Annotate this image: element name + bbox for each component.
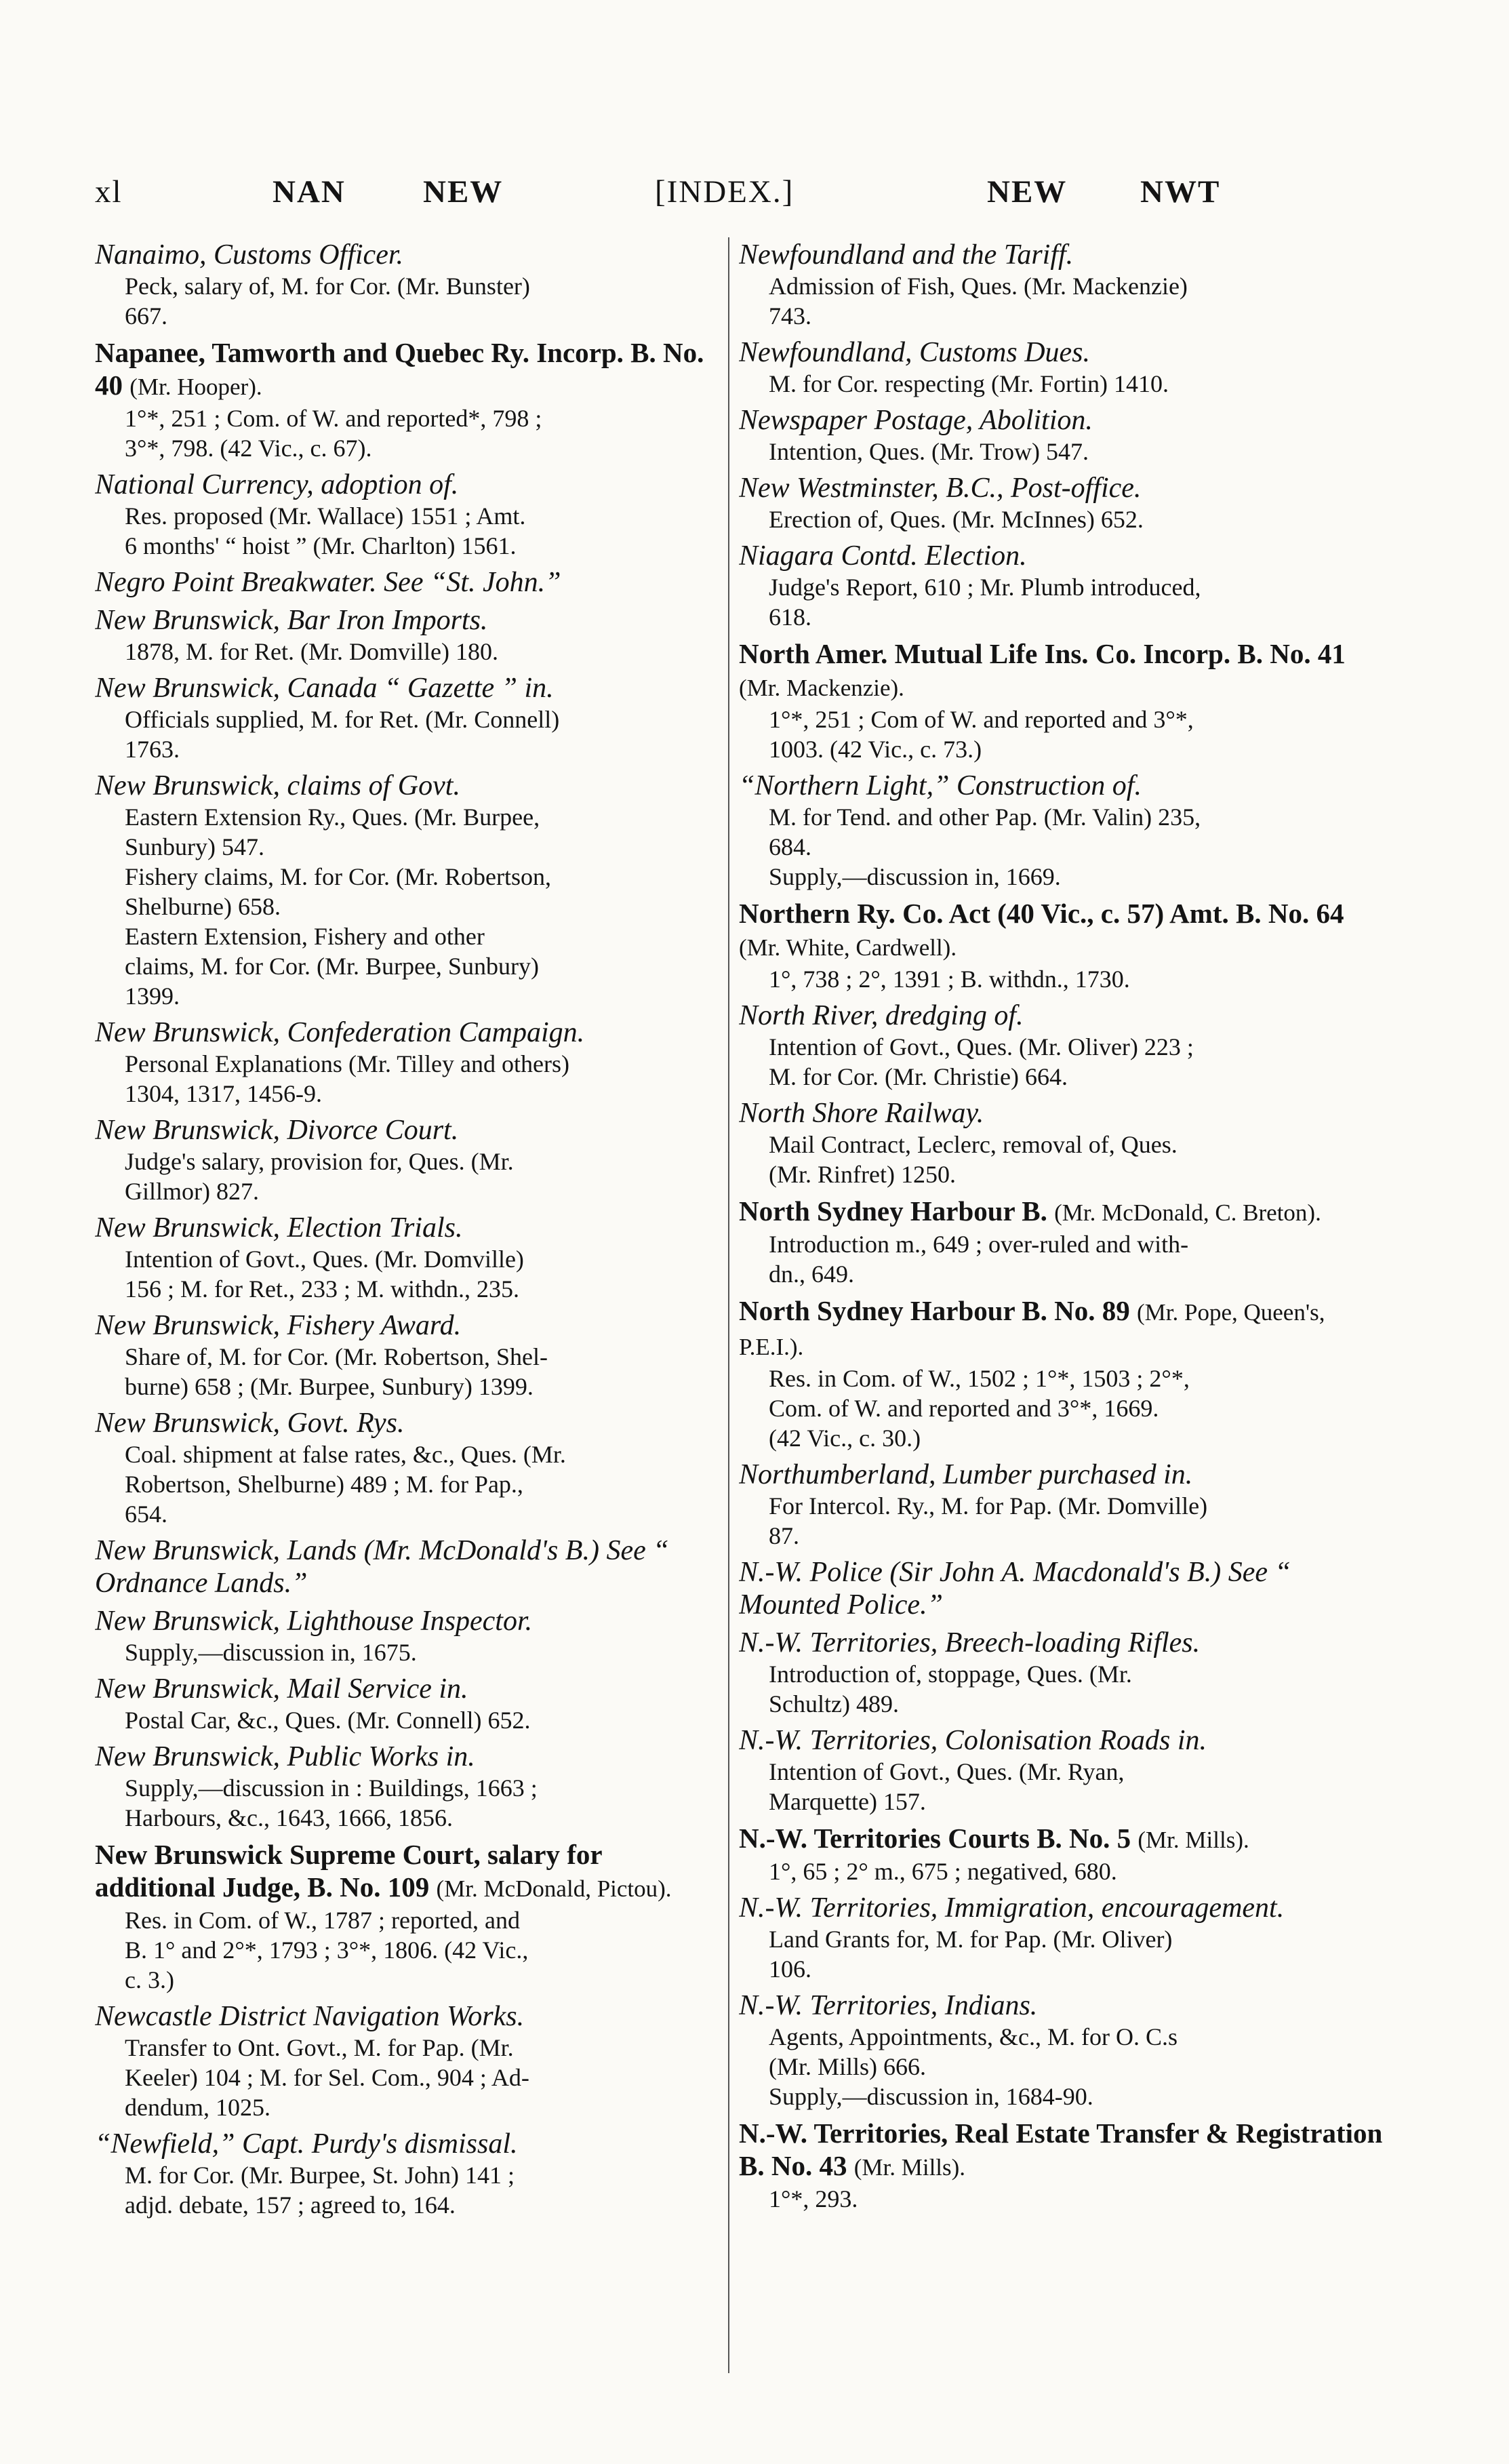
entry-reference-line: Keeler) 104 ; M. for Sel. Com., 904 ; Ad- (125, 2064, 529, 2091)
entry-sponsor: (Mr. White, Cardwell). (739, 934, 957, 961)
entry-heading (95, 672, 725, 704)
entry-reference-line: Introduction m., 649 ; over-ruled and with- (769, 1231, 1189, 1258)
entry-reference-line: 1°, 65 ; 2° m., 675 ; negatived, 680. (769, 1858, 1117, 1885)
entry-heading (739, 1097, 1390, 1130)
index-entry (95, 469, 725, 561)
entry-heading-text: Nanaimo, Customs Officer. (95, 239, 404, 271)
entry-reference-line: dn., 649. (769, 1260, 854, 1288)
entry-reference-line: Transfer to Ont. Govt., M. for Pap. (Mr. (125, 2034, 514, 2061)
column-divider (728, 237, 729, 2373)
entry-heading (95, 1605, 725, 1637)
index-entry (95, 1212, 725, 1304)
index-entry (739, 336, 1390, 399)
index-entry (95, 2128, 725, 2220)
entry-sponsor: (Mr. Hooper). (129, 374, 262, 400)
entry-heading-text: New Brunswick, Govt. Rys. (95, 1408, 405, 1439)
entry-heading (95, 1407, 725, 1439)
entry-heading-text: N.-W. Territories, Immigration, encouragement. (739, 1892, 1285, 1924)
entry-heading (95, 604, 725, 637)
entry-reference-line: Peck, salary of, M. for Cor. (Mr. Bunster) (125, 273, 530, 300)
entry-heading-text: New Brunswick, Election Trials. (95, 1212, 463, 1244)
entry-reference-line: Admission of Fish, Ques. (Mr. Mackenzie) (769, 273, 1188, 300)
entry-heading (739, 472, 1390, 504)
entry-reference-line: Com. of W. and reported and 3°*, 1669. (769, 1395, 1159, 1422)
index-entry (739, 999, 1390, 1092)
entry-heading (95, 2000, 725, 2033)
entry-heading-text: N.-W. Territories, Breech-loading Rifles. (739, 1627, 1201, 1658)
entry-heading-text: Napanee, Tamworth and Quebec Ry. Incorp. B. No. 40 (95, 337, 704, 401)
entry-heading-text: New Brunswick, Divorce Court. (95, 1115, 459, 1146)
entry-heading-text: Northern Ry. Co. Act (40 Vic., c. 57) Amt. B. No. 64 (739, 898, 1344, 929)
entry-heading-text: New Brunswick, Canada “ Gazette ” in. (95, 673, 554, 704)
entry-reference-line: Agents, Appointments, &c., M. for O. C.s (769, 2023, 1178, 2050)
index-entry (739, 1627, 1390, 1719)
entry-reference-line: For Intercol. Ry., M. for Pap. (Mr. Domville) (769, 1492, 1208, 1519)
entry-heading-text: New Westminster, B.C., Post-office. (739, 473, 1142, 504)
entry-reference-line: burne) 658 ; (Mr. Burpee, Sunbury) 1399. (125, 1373, 534, 1400)
entry-reference-line: Introduction of, stoppage, Ques. (Mr. (769, 1661, 1132, 1688)
entry-reference-line: Intention of Govt., Ques. (Mr. Domville) (125, 1246, 524, 1273)
index-entry (739, 1097, 1390, 1189)
index-entry (95, 1673, 725, 1735)
entry-heading-text: New Brunswick, Public Works in. (95, 1741, 475, 1772)
entry-sponsor: (Mr. McDonald, C. Breton). (1054, 1199, 1321, 1226)
index-entry (739, 637, 1390, 764)
entry-heading (739, 540, 1390, 572)
entry-heading (95, 469, 725, 501)
entry-reference-line: adjd. debate, 157 ; agreed to, 164. (125, 2191, 456, 2219)
entry-heading-text: New Brunswick Supreme Court, salary for additional Judge, B. No. 109 (95, 1839, 602, 1903)
index-entry (739, 472, 1390, 534)
entry-reference-line: Postal Car, &c., Ques. (Mr. Connell) 652. (125, 1707, 531, 1734)
index-entry (95, 1838, 725, 1995)
index-entry (95, 2000, 725, 2122)
entry-heading-text: National Currency, adoption of. (95, 469, 459, 500)
entry-heading-text: N.-W. Police (Sir John A. Macdonald's B.) See “ Mounted Police.” (739, 1557, 1291, 1621)
entry-heading-text: Newspaper Postage, Abolition. (739, 405, 1093, 436)
entry-heading (739, 1458, 1390, 1491)
index-entry (95, 672, 725, 764)
entry-reference-line: 156 ; M. for Ret., 233 ; M. withdn., 235. (125, 1275, 519, 1303)
entry-reference-line: Mail Contract, Leclerc, removal of, Ques. (769, 1131, 1178, 1158)
entry-heading (95, 1534, 725, 1599)
index-entry (739, 1556, 1390, 1621)
entry-reference-line: claims, M. for Cor. (Mr. Burpee, Sunbury) (125, 953, 539, 980)
entry-heading (739, 239, 1390, 271)
index-entry (739, 1892, 1390, 1984)
entry-heading (95, 239, 725, 271)
entry-reference-line: 1399. (125, 982, 180, 1010)
entry-heading (739, 336, 1390, 369)
entry-heading-text: N.-W. Territories, Real Estate Transfer & Registration B. No. 43 (739, 2118, 1383, 2181)
entry-reference-line: 618. (769, 603, 811, 631)
entry-reference-line: Shelburne) 658. (125, 893, 281, 920)
entry-heading (95, 1114, 725, 1147)
entry-heading-text: N.-W. Territories, Indians. (739, 1990, 1038, 2021)
index-entry (739, 1989, 1390, 2111)
index-entry (739, 404, 1390, 466)
entry-reference-line: M. for Cor. (Mr. Christie) 664. (769, 1063, 1068, 1090)
entry-heading (95, 1212, 725, 1244)
index-entry (95, 336, 725, 463)
entry-reference-line: Judge's Report, 610 ; Mr. Plumb introduced, (769, 574, 1201, 601)
entry-reference-line: Erection of, Ques. (Mr. McInnes) 652. (769, 506, 1144, 533)
entry-heading (739, 2117, 1390, 2184)
entry-reference-line: 684. (769, 833, 811, 860)
entry-heading-text: North River, dredging of. (739, 1000, 1024, 1031)
entry-sponsor: (Mr. Mills). (853, 2154, 966, 2181)
entry-heading-text: N.-W. Territories, Colonisation Roads in. (739, 1725, 1207, 1756)
entry-reference-line: Intention of Govt., Ques. (Mr. Oliver) 223 ; (769, 1033, 1194, 1060)
entry-heading (95, 770, 725, 802)
entry-reference-line: Share of, M. for Cor. (Mr. Robertson, Shel- (125, 1343, 548, 1370)
entry-heading (95, 1673, 725, 1705)
index-entry (739, 897, 1390, 994)
entry-heading-text: Newcastle District Navigation Works. (95, 2001, 525, 2032)
index-entry (739, 1822, 1390, 1886)
entry-reference-line: Harbours, &c., 1643, 1666, 1856. (125, 1804, 453, 1831)
entry-reference-line: Intention of Govt., Ques. (Mr. Ryan, (769, 1758, 1125, 1785)
entry-reference-line: (Mr. Rinfret) 1250. (769, 1161, 956, 1188)
entry-heading-text: New Brunswick, claims of Govt. (95, 770, 460, 801)
entry-heading (739, 897, 1390, 964)
entry-heading (739, 1892, 1390, 1924)
entry-heading (95, 1838, 725, 1905)
entry-heading-text: North Sydney Harbour B. (739, 1195, 1047, 1227)
entry-heading-text: Niagara Contd. Election. (739, 540, 1027, 572)
entry-reference-line: Coal. shipment at false rates, &c., Ques. (Mr. (125, 1441, 566, 1468)
entry-heading (739, 1195, 1390, 1229)
entry-heading (95, 1309, 725, 1342)
index-entry (95, 239, 725, 331)
entry-reference-line: B. 1° and 2°*, 1793 ; 3°*, 1806. (42 Vic., (125, 1936, 529, 1964)
entry-heading-text: North Shore Railway. (739, 1098, 984, 1129)
entry-heading (95, 2128, 725, 2160)
entry-reference-line: (Mr. Mills) 666. (769, 2053, 927, 2080)
entry-heading-text: New Brunswick, Confederation Campaign. (95, 1017, 585, 1048)
entry-heading-text: Newfoundland, Customs Dues. (739, 337, 1091, 368)
entry-reference-line: 87. (769, 1522, 799, 1549)
catchword-2: NEW (423, 174, 504, 210)
index-entry (95, 1741, 725, 1833)
entry-heading (95, 1016, 725, 1049)
entry-reference-line: Land Grants for, M. for Pap. (Mr. Oliver) (769, 1926, 1173, 1953)
entry-heading-text: “Northern Light,” Construction of. (739, 770, 1142, 801)
entry-reference-line: 1304, 1317, 1456-9. (125, 1080, 322, 1107)
entry-heading (739, 1989, 1390, 2022)
entry-reference-line: Personal Explanations (Mr. Tilley and others) (125, 1050, 569, 1077)
entry-reference-line: Res. proposed (Mr. Wallace) 1551 ; Amt. (125, 502, 526, 530)
entry-heading (739, 1822, 1390, 1856)
entry-reference-line: 1°, 738 ; 2°, 1391 ; B. withdn., 1730. (769, 966, 1130, 993)
entry-reference-line: Schultz) 489. (769, 1690, 899, 1717)
entry-heading-text: New Brunswick, Mail Service in. (95, 1673, 468, 1705)
index-entry (739, 239, 1390, 331)
index-entry (739, 1195, 1390, 1289)
entry-reference-line: 1°*, 251 ; Com. of W. and reported*, 798 ; (125, 405, 542, 432)
entry-reference-line: M. for Tend. and other Pap. (Mr. Valin) 235, (769, 803, 1201, 831)
entry-reference-line: Robertson, Shelburne) 489 ; M. for Pap., (125, 1471, 523, 1498)
entry-sponsor: (Mr. Mackenzie). (739, 675, 904, 701)
right-column (739, 239, 1390, 2408)
entry-heading-text: New Brunswick, Lighthouse Inspector. (95, 1606, 533, 1637)
index-entry (95, 1309, 725, 1402)
entry-heading (739, 1724, 1390, 1757)
entry-heading (739, 637, 1390, 704)
entry-heading-text: Northumberland, Lumber purchased in. (739, 1459, 1193, 1490)
entry-heading-text: “Newfield,” Capt. Purdy's dismissal. (95, 2128, 518, 2160)
entry-heading (95, 336, 725, 403)
entry-heading (739, 999, 1390, 1032)
entry-reference-line: 743. (769, 302, 811, 330)
entry-reference-line: Sunbury) 547. (125, 833, 264, 860)
entry-heading-text: New Brunswick, Fishery Award. (95, 1310, 462, 1341)
catchword-4: NWT (1140, 174, 1221, 210)
entry-reference-line: Supply,—discussion in, 1684-90. (769, 2083, 1093, 2110)
entry-reference-line: M. for Cor. respecting (Mr. Fortin) 1410. (769, 370, 1169, 397)
entry-reference-line: Supply,—discussion in : Buildings, 1663 ; (125, 1774, 538, 1802)
entry-heading (739, 1556, 1390, 1621)
entry-sponsor: (Mr. Pope, Queen's, P.E.I.). (739, 1299, 1325, 1360)
running-header (95, 174, 1410, 221)
entry-reference-line: Fishery claims, M. for Cor. (Mr. Robertson, (125, 863, 551, 890)
catchword-3: NEW (987, 174, 1068, 210)
entry-reference-line: Gillmor) 827. (125, 1178, 259, 1205)
index-entry (95, 770, 725, 1011)
entry-reference-line: c. 3.) (125, 1966, 174, 1993)
entry-heading-text: New Brunswick, Bar Iron Imports. (95, 605, 488, 636)
entry-reference-line: Intention, Ques. (Mr. Trow) 547. (769, 438, 1089, 465)
index-entry (739, 1458, 1390, 1551)
entry-heading (739, 1627, 1390, 1659)
index-entry (95, 1016, 725, 1109)
entry-heading-text: North Sydney Harbour B. No. 89 (739, 1295, 1130, 1326)
entry-reference-line: Marquette) 157. (769, 1788, 926, 1815)
entry-reference-line: dendum, 1025. (125, 2094, 270, 2121)
entry-heading-text: Newfoundland and the Tariff. (739, 239, 1074, 271)
left-column (95, 239, 725, 2408)
entry-reference-line: Officials supplied, M. for Ret. (Mr. Connell) (125, 706, 560, 733)
page-number: xl (95, 174, 123, 210)
entry-reference-line: Supply,—discussion in, 1675. (125, 1639, 417, 1666)
entry-heading-text: N.-W. Territories Courts B. No. 5 (739, 1823, 1131, 1854)
index-entry (95, 604, 725, 667)
entry-heading-text: Negro Point Breakwater. See “St. John.” (95, 567, 561, 598)
index-entry (95, 566, 725, 599)
index-entry (739, 1724, 1390, 1816)
entry-heading (95, 1741, 725, 1773)
entry-heading (739, 1294, 1390, 1364)
entry-reference-line: Res. in Com. of W., 1787 ; reported, and (125, 1907, 520, 1934)
entry-reference-line: 1878, M. for Ret. (Mr. Domville) 180. (125, 638, 498, 665)
entry-reference-line: 106. (769, 1955, 811, 1983)
index-entry (739, 2117, 1390, 2214)
entry-reference-line: 1003. (42 Vic., c. 73.) (769, 736, 982, 763)
index-entry (95, 1605, 725, 1667)
entry-reference-line: (42 Vic., c. 30.) (769, 1425, 921, 1452)
index-entry (95, 1407, 725, 1529)
entry-sponsor: (Mr. McDonald, Pictou). (436, 1875, 672, 1902)
entry-reference-line: 654. (125, 1501, 167, 1528)
entry-reference-line: Eastern Extension Ry., Ques. (Mr. Burpee, (125, 803, 540, 831)
index-entry (739, 540, 1390, 632)
entry-heading-text: New Brunswick, Lands (Mr. McDonald's B.) See “ Ordnance Lands.” (95, 1535, 669, 1599)
entry-reference-line: 6 months' “ hoist ” (Mr. Charlton) 1561. (125, 532, 517, 559)
entry-reference-line: Eastern Extension, Fishery and other (125, 923, 485, 950)
index-entry (739, 1294, 1390, 1453)
entry-reference-line: 1°*, 251 ; Com of W. and reported and 3°*, (769, 706, 1194, 733)
entry-heading (739, 404, 1390, 437)
entry-reference-line: 1°*, 293. (769, 2185, 858, 2212)
entry-sponsor: (Mr. Mills). (1138, 1827, 1249, 1853)
entry-heading (739, 770, 1390, 802)
index-entry (95, 1534, 725, 1599)
entry-reference-line: Res. in Com. of W., 1502 ; 1°*, 1503 ; 2°*, (769, 1365, 1190, 1392)
entry-reference-line: 667. (125, 302, 167, 330)
entry-heading (95, 566, 725, 599)
index-entry (95, 1114, 725, 1206)
entry-reference-line: 1763. (125, 736, 180, 763)
entry-reference-line: Supply,—discussion in, 1669. (769, 863, 1061, 890)
entry-reference-line: 3°*, 798. (42 Vic., c. 67). (125, 435, 372, 462)
index-entry (739, 770, 1390, 892)
entry-heading-text: North Amer. Mutual Life Ins. Co. Incorp. B. No. 41 (739, 638, 1346, 669)
index-label: [INDEX.] (655, 174, 794, 210)
catchword-1: NAN (273, 174, 346, 210)
entry-reference-line: M. for Cor. (Mr. Burpee, St. John) 141 ; (125, 2162, 515, 2189)
entry-reference-line: Judge's salary, provision for, Ques. (Mr. (125, 1148, 514, 1175)
